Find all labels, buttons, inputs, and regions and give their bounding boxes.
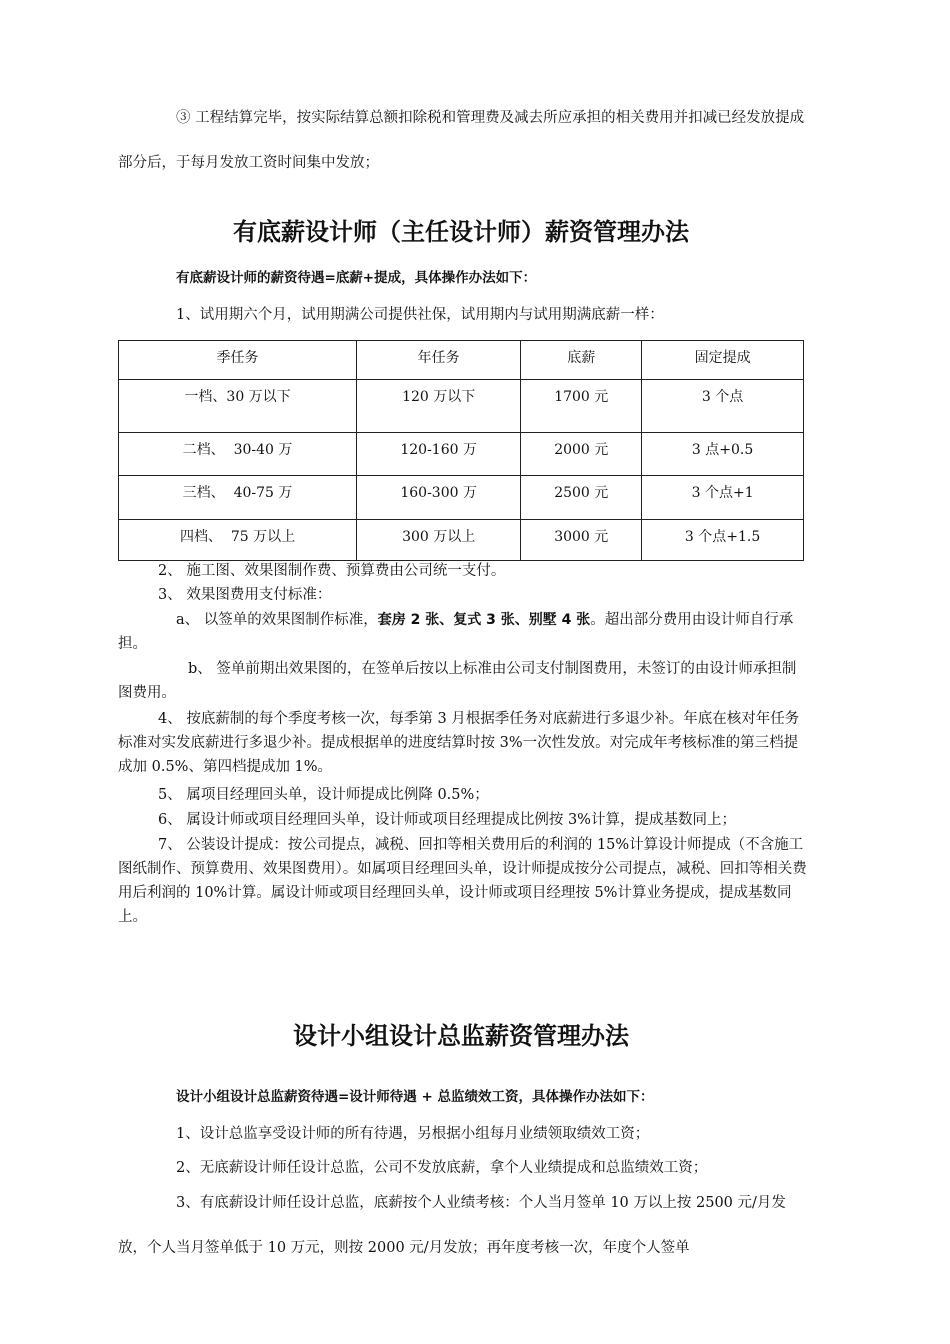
section1-item-6: 6、 属设计师或项目经理回头单，设计师或项目经理提成比例按 3%计算，提成基数同上； [158, 812, 736, 828]
table-row [119, 380, 804, 433]
table-row [119, 433, 804, 476]
table-header-cell: 季任务 [119, 341, 357, 380]
section1-subtitle: 有底薪设计师的薪资待遇=底薪+提成，具体操作办法如下： [176, 270, 537, 286]
table-cell: 3 个点 [642, 380, 804, 433]
item-3a-text: a、 以签单的效果图制作标准， [176, 612, 378, 628]
table-cell: 120-160 万 [357, 433, 521, 476]
section1-title: 有底薪设计师（主任设计师）薪资管理办法 [233, 218, 689, 246]
item-3a-emphasis: 套房 2 张、复式 3 张、别墅 4 张 [377, 612, 591, 628]
table-cell: 1700 元 [521, 380, 642, 433]
table-header-cell: 固定提成 [642, 341, 804, 380]
table-header-cell: 底薪 [521, 341, 642, 380]
item-3a-text-end: 。超出部分费用由设计师自行承担。 [118, 612, 794, 652]
table-cell: 三档、 40-75 万 [119, 476, 357, 520]
section1-item-5: 5、 属项目经理回头单，设计师提成比例降 0.5%； [158, 787, 489, 803]
section1-item-3b: b、 签单前期出效果图的，在签单后按以上标准由公司支付制图费用，未签订的由设计师承担制图费用。 [118, 661, 797, 701]
table-header-cell: 年任务 [357, 341, 521, 380]
table-cell: 3 点+0.5 [642, 433, 804, 476]
table-cell: 2000 元 [521, 433, 642, 476]
section2-item-2: 2、无底薪设计师任设计总监，公司不发放底薪，拿个人业绩提成和总监绩效工资； [176, 1160, 708, 1176]
table-cell: 一档、30 万以下 [119, 380, 357, 433]
section2-item-3: 3、有底薪设计师任设计总监，底薪按个人业绩考核：个人当月签单 10 万以上按 2500 元/月发放，个人当月签单低于 10 万元，则按 2000 元/月发放；再年度考核一次，年度个人签单 [118, 1195, 786, 1256]
table-cell: 3000 元 [521, 520, 642, 561]
table-cell: 四档、 75 万以上 [119, 520, 357, 561]
section1-item-1: 1、试用期六个月，试用期满公司提供社保，试用期内与试用期满底薪一样： [176, 307, 664, 323]
section1-item-4: 4、 按底薪制的每个季度考核一次，每季第 3 月根据季任务对底薪进行多退少补。年底在核对年任务标准对实发底薪进行多退少补。提成根据单的进度结算时按 3%一次性发放。对完成年考核标准的第三档提成加 0.5%、第四档提成加 1%。 [118, 711, 800, 775]
table-cell: 300 万以上 [357, 520, 521, 561]
table-row [119, 520, 804, 561]
table-cell: 160-300 万 [357, 476, 521, 520]
table-cell: 3 个点+1.5 [642, 520, 804, 561]
section1-item-2: 2、 施工图、效果图制作费、预算费由公司统一支付。 [158, 563, 506, 579]
table-cell: 二档、 30-40 万 [119, 433, 357, 476]
intro-paragraph-3: ③ 工程结算完毕，按实际结算总额扣除税和管理费及减去所应承担的相关费用并扣减已经发放提成部分后，于每月发放工资时间集中发放； [118, 110, 805, 171]
table-cell: 2500 元 [521, 476, 642, 520]
section2-subtitle: 设计小组设计总监薪资待遇=设计师待遇 + 总监绩效工资，具体操作办法如下： [176, 1089, 654, 1105]
section1-item-7: 7、 公装设计提成：按公司提点，减税、回扣等相关费用后的利润的 15%计算设计师提成（不含施工图纸制作、预算费用、效果图费用）。如属项目经理回头单，设计师提成按分公司提点，减税、回扣等相关费用后利润的 10%计算。属设计师或项目经理回头单，设计师或项目经理按 5%计算业务提成，提成基数同上。 [118, 837, 807, 925]
section2-item-1: 1、设计总监享受设计师的所有待遇，另根据小组每月业绩领取绩效工资； [176, 1126, 650, 1142]
table-row [119, 476, 804, 520]
table-cell: 120 万以下 [357, 380, 521, 433]
section1-item-3: 3、 效果图费用支付标准： [158, 587, 332, 603]
table-cell: 3 个点+1 [642, 476, 804, 520]
table-header-row [119, 341, 804, 380]
section2-title: 设计小组设计总监薪资管理办法 [293, 1022, 629, 1050]
salary-grade-table [118, 340, 804, 561]
section1-item-3a [118, 608, 808, 656]
